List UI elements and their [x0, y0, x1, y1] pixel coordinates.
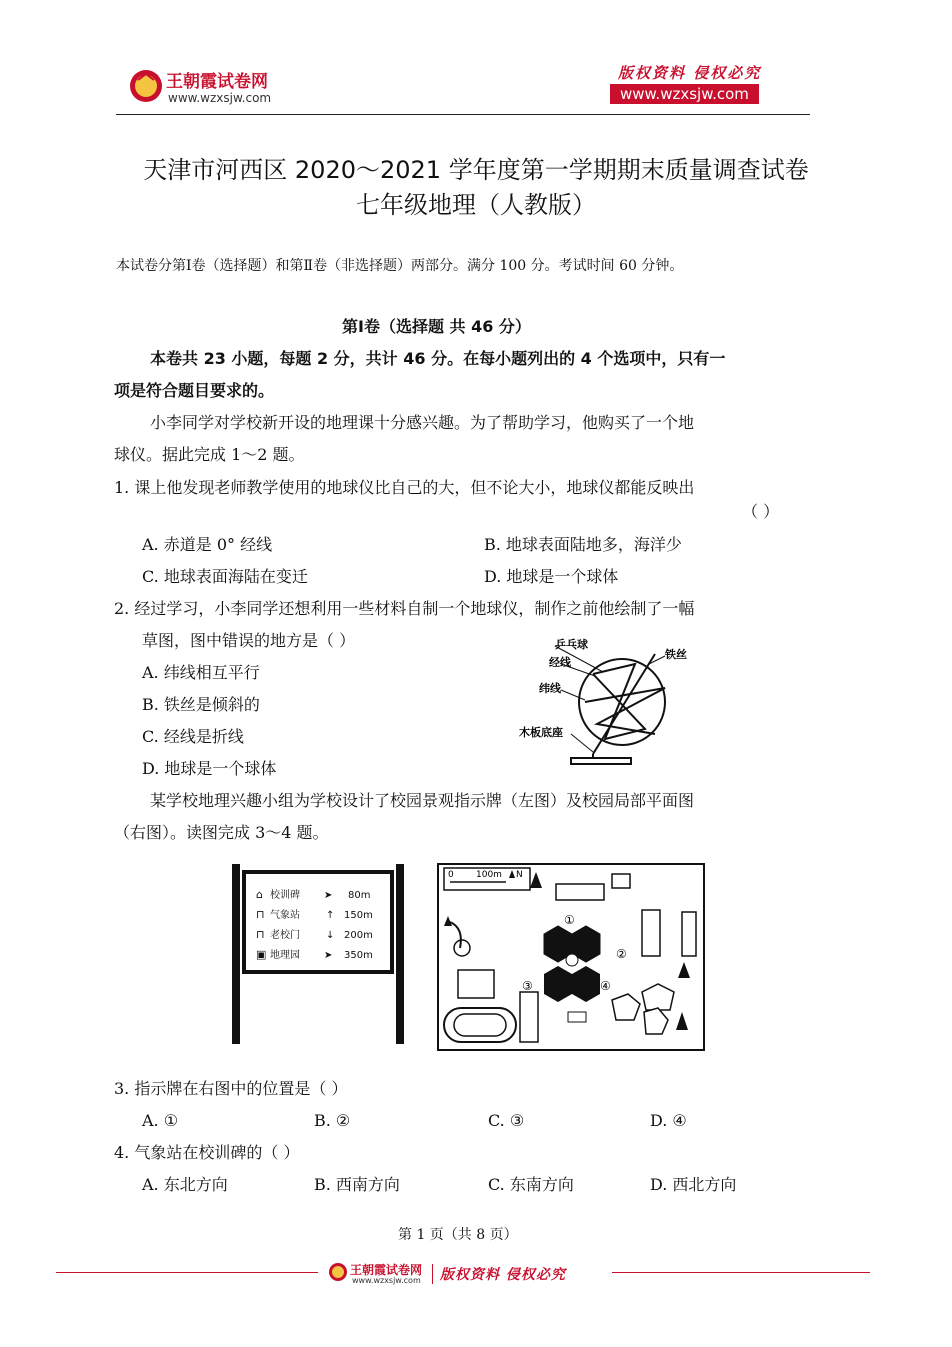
globe-sketch-figure: [515, 634, 705, 774]
label-parallel: 纬线: [539, 682, 561, 695]
q4-option-d[interactable]: D. 西北方向: [650, 1175, 737, 1194]
map-marker-2: ②: [616, 947, 627, 961]
label-meridian: 经线: [549, 656, 571, 669]
footer-logo-icon: [328, 1262, 348, 1282]
sign-row-4-dist: 350m: [344, 950, 373, 961]
header-rule: [116, 114, 810, 115]
context1-line2: 球仪。据此完成 1～2 题。: [114, 445, 305, 464]
q2-option-c[interactable]: C. 经线是折线: [142, 727, 244, 746]
page-subtitle: 七年级地理（人教版）: [356, 191, 596, 219]
sign-post-left: [232, 864, 240, 1044]
sign-row-1-name: 校训碑: [270, 890, 300, 901]
wooden-base: [571, 758, 631, 764]
north-arrow-label: N: [516, 870, 523, 880]
q3-option-c[interactable]: C. ③: [488, 1111, 525, 1130]
q3-option-d[interactable]: D. ④: [650, 1111, 687, 1130]
footer-divider: [432, 1264, 433, 1284]
pingpong-ball-shape: [579, 659, 665, 745]
sign-row-4-name: 地理园: [270, 950, 300, 961]
exam-intro: 本试卷分第Ⅰ卷（选择题）和第Ⅱ卷（非选择题）两部分。满分 100 分。考试时间 60 分钟。: [116, 258, 684, 274]
context2-line2: （右图）。读图完成 3～4 题。: [114, 823, 329, 842]
svg-text:⊓: ⊓: [256, 908, 265, 921]
map-marker-1: ①: [564, 913, 575, 927]
q4-stem: 4. 气象站在校训碑的（ ）: [114, 1143, 300, 1162]
q1-answer-paren: （ ）: [742, 502, 780, 521]
campus-map-figure: [436, 862, 708, 1062]
svg-text:⊓: ⊓: [256, 928, 265, 941]
context2-line1: 某学校地理兴趣小组为学校设计了校园景观指示牌（左图）及校园局部平面图: [150, 791, 695, 810]
parallel-zigzag: [585, 688, 665, 734]
page-title: 天津市河西区 2020～2021 学年度第一学期期末质量调查试卷: [143, 156, 809, 184]
q1-option-c[interactable]: C. 地球表面海陆在变迁: [142, 567, 308, 586]
q2-stem-1: 2. 经过学习，小李同学还想利用一些材料自制一个地球仪，制作之前他绘制了一幅: [114, 599, 695, 618]
q1-option-d[interactable]: D. 地球是一个球体: [484, 567, 619, 586]
section-desc-2: 项是符合题目要求的。: [114, 381, 275, 400]
q1-stem: 1. 课上他发现老师教学使用的地球仪比自己的大，但不论大小，地球仪都能反映出: [114, 478, 695, 497]
logo-url: www.wzxsjw.com: [168, 91, 272, 105]
section-desc-1: 本卷共 23 小题，每题 2 分，共计 46 分。在每小题列出的 4 个选项中，只有一: [150, 349, 726, 368]
sign-row-2-dist: 150m: [344, 910, 373, 921]
section-heading: 第Ⅰ卷（选择题 共 46 分）: [342, 317, 531, 336]
svg-text:➤: ➤: [324, 950, 333, 961]
q2-stem-2: 草图，图中错误的地方是（ ）: [142, 631, 356, 650]
svg-text:➤: ➤: [324, 890, 333, 901]
sign-row-3-dist: 200m: [344, 930, 373, 941]
footer-slogan: 版权资料 侵权必究: [440, 1267, 566, 1283]
svg-text:↑: ↑: [326, 910, 335, 921]
header-url-box: www.wzxsjw.com: [610, 84, 759, 104]
footer-logo-text: 王朝霞试卷网: [350, 1263, 423, 1277]
sign-row-2-name: 气象站: [270, 910, 300, 921]
label-pingpong: 乒乓球: [555, 638, 588, 651]
svg-text:↓: ↓: [326, 930, 335, 941]
q1-option-b[interactable]: B. 地球表面陆地多，海洋少: [484, 535, 682, 554]
label-wire: 铁丝: [665, 648, 687, 661]
q4-option-a[interactable]: A. 东北方向: [142, 1175, 228, 1194]
footer-logo-url: www.wzxsjw.com: [352, 1276, 421, 1285]
q2-option-a[interactable]: A. 纬线相互平行: [142, 663, 260, 682]
logo-text: 王朝霞试卷网: [166, 72, 268, 92]
sign-post-right: [396, 864, 404, 1044]
q2-option-b[interactable]: B. 铁丝是倾斜的: [142, 695, 260, 714]
svg-text:▣: ▣: [256, 948, 267, 961]
label-base: 木板底座: [519, 726, 563, 739]
q2-option-d[interactable]: D. 地球是一个球体: [142, 759, 277, 778]
q4-option-b[interactable]: B. 西南方向: [314, 1175, 400, 1194]
sign-row-1-dist: 80m: [348, 890, 371, 901]
footer-rule-right: [612, 1272, 870, 1273]
q1-option-a[interactable]: A. 赤道是 0° 经线: [142, 535, 273, 554]
scale-zero: 0: [448, 870, 454, 880]
page-number: 第 1 页（共 8 页）: [398, 1227, 518, 1243]
map-marker-3: ③: [522, 979, 533, 993]
campus-sign-figure: [228, 862, 413, 1046]
scale-label: 100m: [476, 870, 502, 880]
footer-rule-left: [56, 1272, 318, 1273]
q3-option-b[interactable]: B. ②: [314, 1111, 351, 1130]
q3-stem: 3. 指示牌在右图中的位置是（ ）: [114, 1079, 348, 1098]
sign-row-3-name: 老校门: [270, 930, 300, 941]
q4-option-c[interactable]: C. 东南方向: [488, 1175, 574, 1194]
map-marker-4: ④: [600, 979, 611, 993]
header-slogan: 版权资料 侵权必究: [618, 64, 762, 82]
svg-text:⌂: ⌂: [256, 888, 263, 901]
q3-option-a[interactable]: A. ①: [142, 1111, 179, 1130]
context1-line1: 小李同学对学校新开设的地理课十分感兴趣。为了帮助学习，他购买了一个地: [150, 413, 695, 432]
logo-emblem-icon: [128, 66, 164, 106]
